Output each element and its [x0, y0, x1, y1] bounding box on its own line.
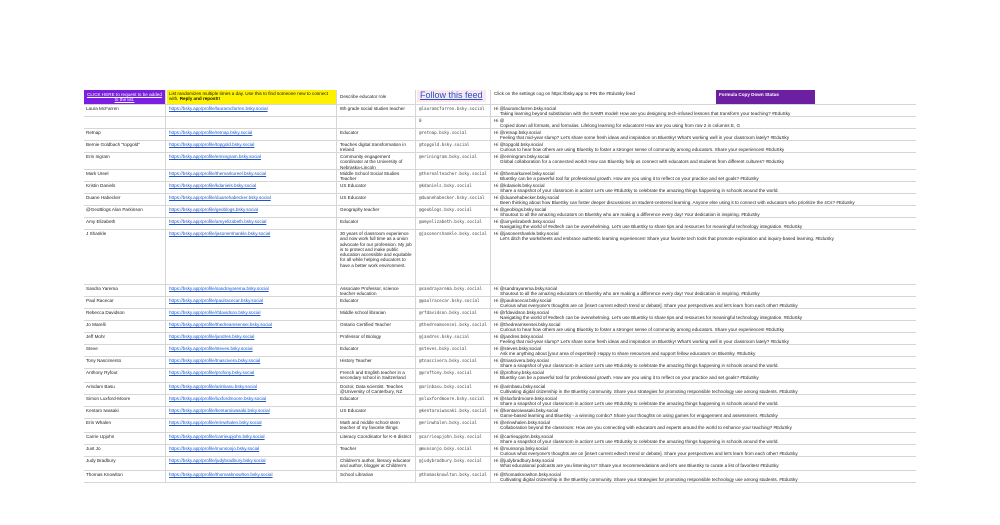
post-text: Share a snapshot of your classroom in action! Let's use #EduSky to celebrate the amazing things happening in schools around the world.: [500, 363, 779, 368]
role-cell: Professor of Biology: [338, 333, 416, 344]
role-cell: Middle school librarian: [338, 309, 416, 320]
post-text: BlueSky can be a powerful tool for professional growth. How are you using it to reflect on your practice and set goals? #EduSky: [500, 375, 759, 381]
role-cell: Ontario Certified Teacher: [338, 321, 416, 332]
randomize-note-text: List randomizes multiple times a day. Use this to find someone new to connect with.: [169, 91, 328, 102]
post-greeting: Hi @munsonjo.bsky.social: [494, 446, 548, 451]
table-row: [84, 297, 916, 309]
post-text: BlueSky can be a powerful tool for professional growth. How are you using it to reflect on your practice and set goals? #EduSky: [500, 176, 759, 181]
profile-link[interactable]: https://bsky.app/profile/thedreamsensei.bsky.social: [167, 321, 337, 332]
table-row: [84, 383, 916, 395]
role-cell: Math and middle school stem teacher of my favorite things: [338, 419, 416, 432]
profile-link[interactable]: https://bsky.app/profile/tnascivera.bsky.social: [167, 357, 337, 368]
handle-cell: @eriningram.bsky.social: [417, 153, 491, 169]
table-row: [84, 357, 916, 369]
name-cell: Thomas Knowlton: [84, 471, 166, 482]
post-greeting: Hi @sluxfordmoore.bsky.social: [494, 396, 557, 401]
post-greeting: Hi @geoblogs.bsky.social: [494, 207, 547, 212]
post-cell: [492, 345, 916, 356]
role-cell: US Educator: [338, 194, 416, 205]
profile-link[interactable]: https://bsky.app/profile/themarkureel.bsky.social: [167, 170, 337, 181]
post-cell: [492, 369, 916, 382]
post-text: Shoutout to all the amazing educators on BlueSky who are making a difference every day! Your dedication is inspiring. #EduSky: [500, 212, 760, 217]
profile-link[interactable]: https://bsky.app/profile/amyelizabeth.bsky.social: [167, 218, 337, 229]
handle-cell: @munsonjo.bsky.social: [417, 445, 491, 456]
post-cell: [492, 105, 916, 116]
profile-link[interactable]: https://bsky.app/profile/arinbasu.bsky.social: [167, 383, 337, 394]
handle-cell: @retnap.bsky.social: [417, 129, 491, 140]
name-cell: Tony Nascimento: [84, 357, 166, 368]
post-text: Shoutout to all the amazing educators on BlueSky who are making a difference every day! Your dedication is inspiring. #EduSky: [500, 291, 760, 296]
formula-label: Formula Copy Down Status: [719, 92, 779, 97]
table-row: [84, 206, 916, 218]
handle-cell: @thedreamsensei.bsky.social: [417, 321, 491, 332]
settings-note: Click on the settings cog on https://bsky.app to PIN the #EduSky feed: [494, 91, 635, 96]
role-cell: Teaches digital transformation in Ireland: [338, 141, 416, 152]
name-cell: Judy Bradbury: [84, 457, 166, 470]
post-greeting: Hi @retnap.bsky.social: [494, 130, 541, 135]
handle-cell: @topgold.bsky.social: [417, 141, 491, 152]
handle-cell: @sluxfordmoore.bsky.social: [417, 395, 491, 406]
randomize-note: [167, 90, 337, 104]
name-cell: Steve: [84, 345, 166, 356]
post-text: Share a snapshot of your classroom in action! Let's use #EduSky to celebrate the amazing things happening in schools around the world.: [500, 401, 779, 406]
name-cell: @GeoBlogs Alan Parkinson: [84, 206, 166, 217]
profile-link[interactable]: https://bsky.app/profile/erinwhalen.bsky.social: [167, 419, 337, 432]
post-text: Taking learning beyond substitution with the SAMR model! How are you designing tech-infused lessons that transform your teaching? #EduSky: [500, 111, 791, 116]
post-greeting: Hi @lauramcfarren.bsky.social: [494, 106, 557, 111]
name-cell: J Shankle: [84, 230, 166, 284]
name-cell: Jeff Mohr: [84, 333, 166, 344]
table-row: [84, 117, 916, 129]
table-row: [84, 445, 916, 457]
name-cell: Carrie Upjohn: [84, 433, 166, 444]
table-row: [84, 309, 916, 321]
handle-cell: 0: [417, 117, 491, 128]
profile-link[interactable]: https://bsky.app/profile/profony.bsky.social: [167, 369, 337, 382]
profile-link[interactable]: https://bsky.app/profile/thomasknowlton.bsky.social: [167, 471, 337, 482]
post-cell: [492, 357, 916, 368]
role-cell: Teacher: [338, 445, 416, 456]
handle-cell: @steves.bsky.social: [417, 345, 491, 356]
post-cell: [492, 445, 916, 456]
name-cell: Duane Habecker: [84, 194, 166, 205]
table-row: [84, 419, 916, 433]
post-cell: [492, 206, 916, 217]
name-cell: Erin Ingram: [84, 153, 166, 169]
name-cell: Bernie Goldbach "topgold": [84, 141, 166, 152]
role-cell: Geography teacher: [338, 206, 416, 217]
post-cell: [492, 170, 916, 181]
role-cell: Community engagement coordinator at the University of Nebraska-Lincoln: [338, 153, 416, 169]
name-cell: Paul Racecar: [84, 297, 166, 308]
profile-link[interactable]: https://bsky.app/profile/retnap.bsky.social: [167, 129, 337, 140]
handle-cell: @sandrayarema.bsky.social: [417, 285, 491, 296]
role-cell: Children's author, literacy educator and author, blogger at Children's: [338, 457, 416, 470]
name-cell: Kristin Daniels: [84, 182, 166, 193]
handle-cell: @paulracecar.bsky.social: [417, 297, 491, 308]
post-greeting: Hi @themarkureel.bsky.social: [494, 171, 555, 176]
handle-cell: @kentaroiwasaki.bsky.social: [417, 407, 491, 418]
role-cell: 30 years of classroom experience and now work full time as a union advocate for our profession. My job is to protect and make public education accessible and equitable for all while helping educators to have a better work environment.: [338, 230, 416, 284]
profile-link[interactable]: https://bsky.app/profile/luxfordmoore.bsky.social: [167, 395, 337, 406]
role-cell: Educator: [338, 297, 416, 308]
post-greeting: Hi @tnascivera.bsky.social: [494, 358, 549, 363]
profile-link[interactable]: https://bsky.app/profile/eriningram.bsky.social: [167, 153, 337, 169]
role-cell: [338, 117, 416, 128]
profile-link[interactable]: https://bsky.app/profile/judybradbury.bsky.social: [167, 457, 337, 470]
post-text: Cultivating digital citizenship in the BlueSky community. Share your strategies for promoting responsible technology use among students. #EduSky: [500, 477, 798, 482]
post-cell: [492, 194, 916, 205]
post-cell: [492, 333, 916, 344]
handle-cell: @kdaniels.bsky.social: [417, 182, 491, 193]
role-cell: US Educator: [338, 182, 416, 193]
post-greeting: Hi @proftony.bsky.social: [494, 370, 544, 375]
handle-cell: @tnascivera.bsky.social: [417, 357, 491, 368]
table-row: [84, 129, 916, 141]
role-cell: US Educator: [338, 407, 416, 418]
post-greeting: Hi @sandrayarema.bsky.social: [494, 286, 558, 291]
request-button-label: CLICK HERE to request to be added to the list.: [87, 91, 162, 102]
post-greeting: Hi @kdaniels.bsky.social: [494, 183, 545, 188]
table-row: [84, 345, 916, 357]
post-text: Curious what everyone's thoughts are on [insert current edtech trend or debate]. Share your perspectives and let's learn from each other! #EduSky: [500, 451, 798, 456]
post-cell: [492, 285, 916, 296]
table-row: [84, 170, 916, 182]
profile-link[interactable]: https://bsky.app/profile/paulracecar.bsky.social: [167, 297, 337, 308]
role-cell: Associate Professor, science teacher education: [338, 285, 416, 296]
post-text: Ask me anything about [your area of expertise]! Happy to share resources and support fellow educators on BlueSky. #EduSky: [500, 351, 756, 356]
profile-link[interactable]: https://bsky.app/profile/jandres.bsky.social: [167, 333, 337, 344]
post-greeting: Hi @rfdavidson.bsky.social: [494, 310, 549, 315]
table-row: [84, 457, 916, 471]
profile-link[interactable]: https://bsky.app/profile/kdaniels.bsky.social: [167, 182, 337, 193]
describe-label: Describe educator role: [340, 94, 387, 100]
table-row: [84, 230, 916, 285]
post-text: Collaboration beyond the classroom: How are you connecting with educators and experts around the world to enhance your teaching? #EduSky: [500, 425, 792, 431]
post-text: Let's ditch the worksheets and embrace authentic learning experiences! Share your favorite tech tools that promote exploration and inquiry-based learning. #EduSky: [500, 236, 834, 242]
post-cell: [492, 117, 916, 128]
post-text: Been thinking about how BlueSky can foster deeper discussions on student-centered learning. Anyone else using it to connect with educators who prioritize the 4Cs? #EduSky: [500, 200, 855, 205]
profile-link[interactable]: https://bsky.app/profile/rfdavidson.bsky.social: [167, 309, 337, 320]
post-cell: [492, 419, 916, 432]
role-cell: Middle School Social Studies Teacher: [338, 170, 416, 181]
profile-link[interactable]: https://bsky.app/profile/geoblogs.bsky.social: [167, 206, 337, 217]
handle-cell: @amyelizabeth.bsky.social: [417, 218, 491, 229]
post-greeting: Hi @judybradbury.bsky.social: [494, 458, 554, 463]
reply-repost-text: Reply and repost!!: [179, 96, 221, 102]
table-row: [84, 407, 916, 419]
post-cell: [492, 321, 916, 332]
post-cell: [492, 230, 916, 284]
table-row: [84, 218, 916, 230]
profile-link[interactable]: https://bsky.app/profile/jasonershankle.bsky.social: [167, 230, 337, 284]
post-cell: [492, 153, 916, 169]
post-greeting: Hi @jandres.bsky.social: [494, 334, 543, 339]
handle-cell: @carrieupjohn.bsky.social: [417, 433, 491, 444]
post-cell: [492, 457, 916, 470]
post-cell: [492, 141, 916, 152]
post-greeting: Hi @carrieupjohn.bsky.social: [494, 434, 553, 439]
post-text: Copied down all formats, and formulas. Lifelong learning for educators! How are you using from row 2 in columns E, G: [500, 123, 741, 128]
handle-cell: @erinwhalen.bsky.social: [417, 419, 491, 432]
post-text: Curious to hear how others are using BlueSky to foster a stronger sense of community among educators. Share your experiences! #EduSky: [500, 327, 785, 332]
profile-link[interactable]: https://bsky.app/profile/carrieupjohn.bsky.social: [167, 433, 337, 444]
rows-container: [84, 105, 916, 483]
post-greeting: Hi @erinwhalen.bsky.social: [494, 420, 550, 425]
table-row: [84, 182, 916, 194]
post-text: Curious to hear how others are using BlueSky to foster a stronger sense of community among educators. Share your experiences! #EduSky: [500, 147, 785, 152]
post-text: Share a snapshot of your classroom in action! Let's use #EduSky to celebrate the amazing things happening in schools around the world.: [500, 439, 779, 444]
table-row: [84, 333, 916, 345]
role-cell: Literacy Coordinator for K-8 district: [338, 433, 416, 444]
post-text: Feeling that mid-year slump? Let's share some fresh ideas and inspiration on BlueSky! What's working well in your classroom lately? #EduSky: [500, 135, 789, 140]
formula-status: [716, 90, 815, 104]
handle-cell: @proftony.bsky.social: [417, 369, 491, 382]
handle-cell: @jasonershankle.bsky.social: [417, 230, 491, 284]
role-cell: Educator: [338, 345, 416, 356]
post-text: Curious what everyone's thoughts are on [insert current edtech trend or debate]. Share your perspectives and let's learn from each other! #EduSky: [500, 303, 798, 308]
post-cell: [492, 471, 916, 482]
handle-cell: @thomasknowlton.bsky.social: [417, 471, 491, 482]
name-cell: Erin Whalen: [84, 419, 166, 432]
table-row: [84, 369, 916, 383]
settings-header: [492, 90, 916, 104]
table-row: [84, 141, 916, 153]
post-greeting: Hi @kentaroiwasaki.bsky.social: [494, 408, 559, 413]
post-greeting: Hi @arinbasu.bsky.social: [494, 384, 546, 389]
profile-link[interactable]: https://bsky.app/profile/topgold.bsky.social: [167, 141, 337, 152]
post-text: Navigating the world of #edtech can be overwhelming. Let's use BlueSky to share tips and resources for meaningful technology integration. #EduSky: [500, 224, 803, 229]
name-cell: Simon Luxford-Moore: [84, 395, 166, 406]
handle-cell: @therealteacher.bsky.social: [417, 170, 491, 181]
role-cell: Educator: [338, 218, 416, 229]
name-cell: Mark Ureel: [84, 170, 166, 181]
role-cell: 8th grade social studies teacher: [338, 105, 416, 116]
post-cell: [492, 297, 916, 308]
post-greeting: Hi @: [494, 118, 505, 123]
table-row: [84, 433, 916, 445]
post-greeting: Hi @jasonershankle.bsky.social: [494, 231, 559, 236]
post-greeting: Hi @topgold.bsky.social: [494, 142, 543, 147]
role-cell: History Teacher: [338, 357, 416, 368]
handle-cell: @geoblogs.bsky.social: [417, 206, 491, 217]
describe-header: [338, 90, 416, 104]
handle-cell: @jandres.bsky.social: [417, 333, 491, 344]
name-cell: Just Jo: [84, 445, 166, 456]
post-text: Share a snapshot of your classroom in action! Let's use #EduSky to celebrate the amazing things happening in schools around the world.: [500, 188, 779, 193]
name-cell: Rebecca Davidson: [84, 309, 166, 320]
post-text: Navigating the world of #edtech can be overwhelming. Let's use BlueSky to share tips and resources for meaningful technology integration. #EduSky: [500, 315, 803, 320]
post-cell: [492, 407, 916, 418]
name-cell: Laura McFarren: [84, 105, 166, 116]
handle-cell: @lauramcfarren.bsky.social: [417, 105, 491, 116]
table-row: [84, 153, 916, 170]
post-greeting: Hi @amyelizabeth.bsky.social: [494, 219, 555, 224]
post-cell: [492, 129, 916, 140]
post-text: Game-based learning and BlueSky - a winning combo? Share your thoughts on using games for engagement and assessment. #EduSky: [500, 413, 778, 418]
handle-cell: @rfdavidson.bsky.social: [417, 309, 491, 320]
post-greeting: Hi @steves.bsky.social: [494, 346, 541, 351]
name-cell: Anthony Ryfout: [84, 369, 166, 382]
profile-link[interactable]: https://bsky.app/profile/munsonjo.bsky.social: [167, 445, 337, 456]
follow-feed-link[interactable]: Follow this feed: [417, 90, 486, 102]
table-row: [84, 471, 916, 483]
post-greeting: Hi @paulracecar.bsky.social: [494, 298, 552, 303]
follow-cell: [417, 90, 491, 104]
post-greeting: Hi @eriningram.bsky.social: [494, 154, 550, 159]
name-cell: Arindam Basu: [84, 383, 166, 394]
role-cell: School Librarian: [338, 471, 416, 482]
profile-link[interactable]: https://bsky.app/profile/sandrayarema.bsky.social: [167, 285, 337, 296]
post-text: Global collaboration for a connected world! How can BlueSky help us connect with educators and students from different cultures? #EduSky: [500, 159, 785, 165]
post-cell: [492, 218, 916, 229]
name-cell: Amy Elizabeth: [84, 218, 166, 229]
handle-cell: @judybradbury.bsky.social: [417, 457, 491, 470]
role-cell: French and English teacher in a secondary school in Switzerland: [338, 369, 416, 382]
name-cell: [84, 117, 166, 128]
request-to-be-added-button[interactable]: [84, 90, 166, 104]
post-text: Feeling that mid-year slump? Let's share some fresh ideas and inspiration on BlueSky! What's working well in your classroom lately? #EduSky: [500, 339, 789, 344]
table-row: [84, 395, 916, 407]
post-cell: [492, 395, 916, 406]
post-cell: [492, 433, 916, 444]
handle-cell: @arinbasu.bsky.social: [417, 383, 491, 394]
post-greeting: Hi @thedreamsensei.bsky.social: [494, 322, 561, 327]
role-cell: Educator: [338, 395, 416, 406]
post-text: What educational podcasts are you listening to? Share your recommendations and let's use BlueSky to curate a list of favorites! #EduSky: [500, 463, 779, 469]
handle-cell: @duanehabecker.bsky.social: [417, 194, 491, 205]
table-row: [84, 321, 916, 333]
profile-link[interactable]: https://bsky.app/profile/lauramcfarren.bsky.social: [167, 105, 337, 116]
table-row: [84, 105, 916, 117]
spreadsheet: [84, 90, 916, 483]
post-cell: [492, 182, 916, 193]
name-cell: Jo Marelli: [84, 321, 166, 332]
role-cell: Doctor, Data scientist. Teaches @University of Canterbury, NZ: [338, 383, 416, 394]
post-text: Cultivating digital citizenship in the BlueSky community. Share your strategies for promoting responsible technology use among students. #EduSky: [500, 389, 798, 394]
role-cell: Educator: [338, 129, 416, 140]
name-cell: Sandra Yarema: [84, 285, 166, 296]
profile-link[interactable]: https://bsky.app/profile/steves.bsky.social: [167, 345, 337, 356]
post-cell: [492, 309, 916, 320]
profile-link[interactable]: [167, 117, 337, 128]
header-row: [84, 90, 916, 105]
table-row: [84, 285, 916, 297]
post-cell: [492, 383, 916, 394]
profile-link[interactable]: https://bsky.app/profile/duanehabecker.bsky.social: [167, 194, 337, 205]
post-greeting: Hi @duanehabecker.bsky.social: [494, 195, 560, 200]
name-cell: Kentaro Iwasaki: [84, 407, 166, 418]
post-greeting: Hi @thomasknowlton.bsky.social: [494, 472, 561, 477]
name-cell: Retnap: [84, 129, 166, 140]
table-row: [84, 194, 916, 206]
profile-link[interactable]: https://bsky.app/profile/kentaroiwasaki.bsky.social: [167, 407, 337, 418]
